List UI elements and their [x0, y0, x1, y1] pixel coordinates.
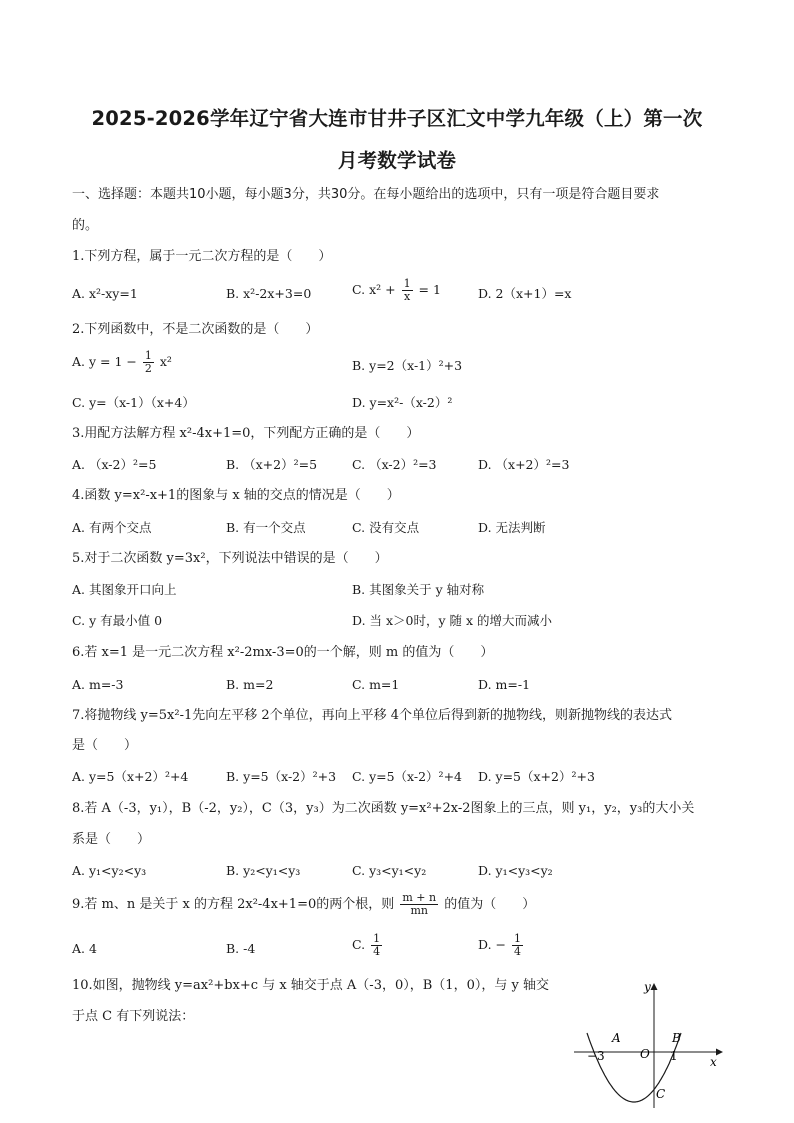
q6-option-a: A. m=-3: [72, 677, 124, 692]
q9-frac-num: m + n: [402, 891, 437, 904]
q1-option-a: A. x²-xy=1: [72, 286, 138, 301]
y-axis-arrow: [651, 983, 658, 990]
label-y: y: [644, 980, 651, 994]
q5-option-c: C. y 有最小值 0: [72, 613, 163, 628]
question-10-stem-cont: 于点 C 有下列说法：: [72, 1009, 195, 1024]
question-1-stem: 1.下列方程，属于一元二次方程的是（ ）: [72, 249, 332, 264]
question-7-stem: 7.将抛物线 y=5x²-1先向左平移 2个单位，再向上平移 4个单位后得到新的抛物线，则新抛物线的表达式: [72, 708, 673, 723]
q3-option-d: D. （x+2）²=3: [478, 457, 570, 472]
q7-option-b: B. y=5（x-2）²+3: [226, 769, 337, 784]
q9-d-prefix: D. −: [478, 937, 506, 952]
q3-option-c: C. （x-2）²=3: [352, 457, 437, 472]
exam-title-line1: 2025-2026学年辽宁省大连市甘井子区汇文中学九年级（上）第一次: [91, 107, 703, 130]
q5-option-b: B. 其图象关于 y 轴对称: [352, 582, 485, 597]
q2-option-c: C. y=（x-1）（x+4）: [72, 395, 195, 410]
parabola-curve: [587, 1033, 681, 1102]
q1-option-d: D. 2（x+1）=x: [478, 286, 572, 301]
x-axis-arrow: [716, 1049, 723, 1056]
label-o: O: [640, 1047, 650, 1061]
q9-c-prefix: C.: [352, 937, 366, 952]
q1-c-num: 1: [403, 277, 411, 290]
q7-option-c: C. y=5（x-2）²+4: [352, 769, 462, 784]
q7-option-d: D. y=5（x+2）²+3: [478, 769, 595, 784]
q9-option-c: [352, 933, 384, 958]
q1-c-suffix: = 1: [418, 282, 441, 297]
section-heading-cont: 的。: [72, 218, 99, 233]
q9-c-den: 4: [373, 945, 381, 958]
q8-option-d: D. y₁<y₃<y₂: [478, 863, 553, 878]
parabola-figure: [570, 980, 730, 1110]
q6-option-b: B. m=2: [226, 677, 274, 692]
q2-option-a: [72, 350, 172, 375]
q9-c-num: 1: [373, 932, 381, 945]
q6-option-d: D. m=-1: [478, 677, 531, 692]
q2-a-suffix: x²: [159, 354, 172, 369]
label-c: C: [656, 1087, 666, 1101]
q1-c-fraction: [402, 278, 413, 303]
question-3-stem: 3.用配方法解方程 x²-4x+1=0，下列配方正确的是（ ）: [72, 426, 420, 441]
q9-fraction: [400, 892, 438, 917]
q9-option-a: A. 4: [72, 941, 97, 956]
q9-d-fraction: [512, 933, 523, 958]
label-1: 1: [670, 1049, 678, 1063]
q9-d-num: 1: [513, 932, 521, 945]
question-7-stem-cont: 是（ ）: [72, 738, 138, 753]
label-b: B: [672, 1031, 681, 1045]
question-8-stem: 8.若 A（-3，y₁），B（-2，y₂），C（3，y₃）为二次函数 y=x²+2x-2图象上的三点，则 y₁，y₂，y₃的大小关: [72, 801, 695, 816]
q9-c-fraction: [371, 933, 382, 958]
exam-title-line2: 月考数学试卷: [337, 149, 457, 172]
q9-stem-suffix: 的值为（ ）: [444, 897, 536, 912]
q1-c-den: x: [403, 290, 411, 303]
q9-stem-prefix: 9.若 m、n 是关于 x 的方程 2x²-4x+1=0的两个根，则: [72, 897, 395, 912]
q2-a-fraction: [143, 350, 154, 375]
q4-option-d: D. 无法判断: [478, 520, 546, 535]
question-8-stem-cont: 系是（ ）: [72, 832, 151, 847]
q1-option-c: [352, 278, 441, 303]
q4-option-a: A. 有两个交点: [72, 520, 152, 535]
q4-option-c: C. 没有交点: [352, 520, 420, 535]
q4-option-b: B. 有一个交点: [226, 520, 306, 535]
q9-option-b: B. -4: [226, 941, 256, 956]
q2-a-num: 1: [144, 349, 152, 362]
question-6-stem: 6.若 x=1 是一元二次方程 x²-2mx-3=0的一个解，则 m 的值为（ ）: [72, 645, 494, 660]
q9-d-den: 4: [513, 945, 521, 958]
question-5-stem: 5.对于二次函数 y=3x²，下列说法中错误的是（ ）: [72, 551, 388, 566]
q2-option-b: B. y=2（x-1）²+3: [352, 358, 463, 373]
q5-option-d: D. 当 x＞0时，y 随 x 的增大而减小: [352, 613, 553, 628]
question-2-stem: 2.下列函数中，不是二次函数的是（ ）: [72, 322, 319, 337]
q9-frac-den: mn: [410, 904, 428, 917]
q9-option-d: [478, 933, 525, 958]
label-x: x: [710, 1055, 717, 1069]
q7-option-a: A. y=5（x+2）²+4: [72, 769, 189, 784]
q5-option-a: A. 其图象开口向上: [72, 582, 177, 597]
q6-option-c: C. m=1: [352, 677, 400, 692]
q8-option-a: A. y₁<y₂<y₃: [72, 863, 147, 878]
q1-c-prefix: C. x² +: [352, 282, 396, 297]
question-10-stem: 10.如图，抛物线 y=ax²+bx+c 与 x 轴交于点 A（-3，0），B（1，0），与 y 轴交: [72, 978, 549, 993]
question-4-stem: 4.函数 y=x²-x+1的图象与 x 轴的交点的情况是（ ）: [72, 488, 400, 503]
section-heading: 一、选择题：本题共10小题，每小题3分，共30分。在每小题给出的选项中，只有一项是符合题目要求: [72, 187, 660, 202]
q8-option-c: C. y₃<y₁<y₂: [352, 863, 427, 878]
q3-option-b: B. （x+2）²=5: [226, 457, 318, 472]
label-a: A: [612, 1031, 621, 1045]
q2-a-den: 2: [144, 362, 152, 375]
q3-option-a: A. （x-2）²=5: [72, 457, 157, 472]
q1-option-b: B. x²-2x+3=0: [226, 286, 312, 301]
question-9-stem: [72, 892, 535, 917]
q8-option-b: B. y₂<y₁<y₃: [226, 863, 301, 878]
q2-option-d: D. y=x²-（x-2）²: [352, 395, 453, 410]
q2-a-prefix: A. y = 1 −: [72, 354, 137, 369]
label-neg3: −3: [587, 1049, 605, 1063]
